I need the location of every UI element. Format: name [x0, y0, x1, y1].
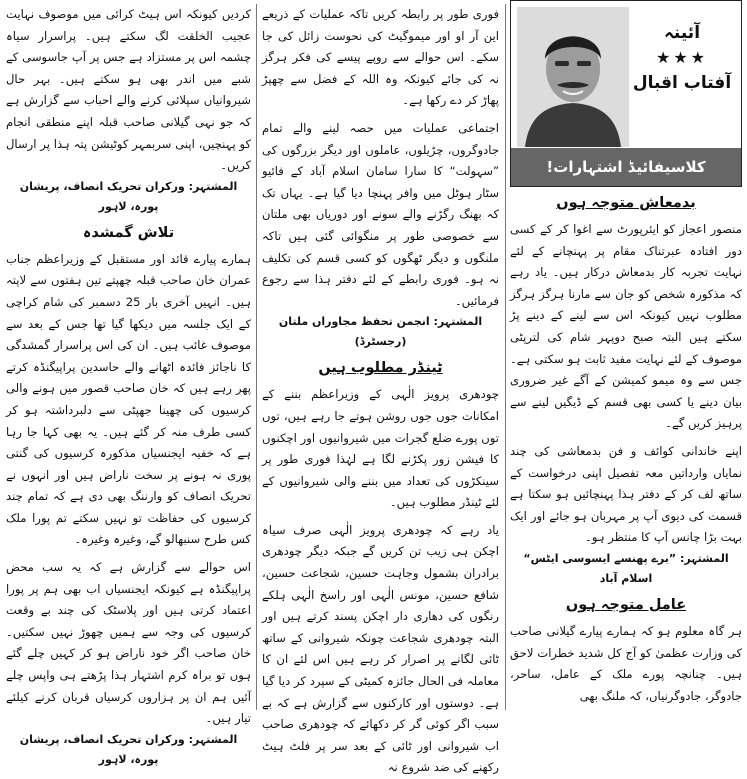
amil-text-continued: فوری طور پر رابطہ کریں تاکہ عملیات کے ذریعے این آر او اور میموگیٹ کی نحوست زائل کی جا سکے۔ اس حوالے سے روپے پیسے کی فکر ہرگز نہ کی جائے کیونکہ وہ اللہ کے فضل سے چھپڑ پھاڑ کر دے رکھا ہے۔ [262, 7, 499, 108]
author-photo [517, 7, 629, 147]
author-name: آفتاب اقبال [632, 73, 732, 93]
column-divider [256, 4, 257, 710]
column-middle [262, 4, 499, 779]
badmash-heading: بدمعاش متوجہ ہوں [556, 195, 696, 211]
classified-banner: کلاسیفائیڈ اشتہارات! [511, 148, 741, 186]
amil-heading: عامل متوجہ ہوں [565, 596, 687, 613]
column-left [6, 4, 251, 770]
amil-text: ہر گاہ معلوم ہو کہ ہمارے پیارے گیلانی صاحب کی وزارت عظمیٰ کو آج کل شدید خطرات لاحق ہیں۔ چنانچہ پورے ملک کے عامل، ساحر، جادوگر، جادوگرنیاں، کہ ملنگ بھی [510, 623, 742, 703]
tender-heading: ٹینڈر مطلوب ہیں [318, 360, 443, 377]
tender-text: چودھری پرویز الٰہی کے وزیراعظم بننے کے امکانات جوں جوں روشن ہوتے جا رہے ہیں، توں توں پورے ضلع گجرات میں شیروانیوں اور اچکنوں کا فیشن زور پکڑنے لگا ہے لہٰذا فوری طور پر سینکڑوں کی تعداد میں بننے والی شیروانیوں کے لئے ٹینڈر مطلوب ہیں۔ [262, 387, 499, 510]
amil-text-2: اجتماعی عملیات میں حصہ لینے والے تمام جادوگروں، چڑیلوں، عاملوں اور دیگر بزرگوں کی ”سہولت“ کا سارا سامان اسلام آباد کے فائیو سٹار ہوٹل میں وافر پہنچا دیا گیا ہے۔ یہاں تک کہ بھنگ رگڑنے والے سونے اور دوریاں بھی ملتان سے خصوصی طور پر منگوائی گئی ہیں تاکہ ملنگوں و دیگر ٹھگوں کو کسی قسم کی تکلیف نہ ہو۔ فوری رابطے کے لئے دفتر ہذا سے رجوع فرمائیں۔ [262, 120, 499, 308]
tender-text-2: یاد رہے کہ چودھری پرویز الٰہی صرف سیاہ اچکن ہی زیب تن کریں گے جبکہ دیگر چودھری برادران بشمول وجاہت حسین، شجاعت حسین، شافع حسین، مونس الٰہی اور راسخ الٰہی ہلکے رنگوں کی دھاری دار اچکن پسند کرتے ہیں اور البتہ چودھری شجاعت چونکہ شیروانی کے ساتھ ٹائی لگانے پر اصرار کر رہے ہیں اس لئے ان کا معاملہ فی الحال جائزہ کمیٹی کے سپرد کر دیا گیا ہے۔ دوستوں اور کارکنوں سے گزارش ہے کہ بے سبب اگر کوئی گر کر دکھائے کہ چودھری صاحب اب شیروانی اور ٹائی کے بعد سر پر فلٹ ہیٹ رکھنے کی ضد شروع نہ [262, 522, 499, 775]
stars-icon: ★★★ [655, 48, 709, 67]
missing-person-heading: تلاش گمشدہ [82, 224, 175, 241]
column-name: آئینہ [663, 23, 701, 43]
column-header-box [510, 0, 742, 187]
column-divider [505, 4, 506, 710]
tender-text-continued: کردیں کیونکہ اس ہیٹ کرائی میں موصوف نہایت عجیب الخلقت لگ سکتے ہیں۔ پراسرار سیاہ چشمہ اس پر مستزاد ہے جس پر آپ جاسوسی کے شبے میں اندر بھی ہو سکتے ہیں۔ بہر حال شیروانیاں سپلائی کرنے والے احباب سے گزارش ہے کہ جو نہی گیلانی صاحب قبلہ اپنے منطقی انجام کو پہنچیں، اپنی سربمہر کوٹیشن پتہ ہذا پر ارسال کریں۔ [6, 7, 251, 173]
column-title [629, 21, 735, 95]
missing-person-text-2: اس حوالے سے گزارش ہے کہ یہ سب محض پراپیگنڈہ ہے کیونکہ ایجنسیاں اب بھی ہم پر پورا اعتماد کرتی ہیں اور پلاسٹک کی چند بے وقعت کرسیوں کی وجہ سے ہمیں چھوڑ نہیں سکتیں۔ خان صاحب اگر خود ناراض ہو کر کہیں چلے گئے ہوں تو براہ کرم اشتہار ہذا پڑھتے ہی واپس چلے آئیں ہم ان پر ہزاروں کرسیاں قربان کرنے کیلئے تیار ہیں۔ [6, 560, 251, 726]
advertiser-signature: المشتہر: ”برے پھنسے ایسوسی ایٹس“ اسلام آباد [523, 551, 729, 585]
advertiser-signature: المشتہر: انجمن تحفظ مجاوراں ملتان (رجسٹرڈ) [278, 315, 483, 349]
advertiser-signature: المشتہر: ورکران تحریک انصاف، پریشان پورہ، لاہور [19, 732, 238, 766]
badmash-text-2: اپنے خاندانی کوائف و فن بدمعاشی کی چند نمایاں وارداتیں معہ تفصیل اپنی درخواست کے ساتھ لف کر کے دفتر ہذا پہنچائیں ہو سکتا ہے قسمت کی دیوی آپ پر مہربان ہو جائے اور ایک بہت بڑا چانس آپ کا منتظر ہو۔ [510, 443, 742, 545]
badmash-text: منصور اعجاز کو ایئرپورٹ سے اغوا کر کے کسی دور افتادہ عبرتناک مقام پر پہنچانے کے لئے نہایت تجربہ کار بدمعاش درکار ہیں۔ یاد رہے کہ مذکورہ شخص کو جان سے مارنا ہرگز ہرگز مطلوب نہیں کیونکہ اس سے لینے کے دینے پڑ سکتے ہیں البتہ صبح دوپہر شام کی لترپٹی موصوف کے لئے نہایت مفید ثابت ہو سکتی ہے۔ جس سے وہ میمو کمیشن کے آگے غیر ضروری بیان دینے یا کسی بھی قسم کے ڈیگیں لینے سے پرہیز کریں گے۔ [510, 222, 742, 431]
column-right [510, 0, 742, 707]
missing-person-text: ہمارے پیارے قائد اور مستقبل کے وزیراعظم جناب عمران خان صاحب قبلہ چھپتے تین ہفتوں سے لاپتہ ہیں۔ انہیں آخری بار 25 دسمبر کی شام کراچی کے ایک جلسہ میں دیکھا گیا تھا جس کے بعد سے موصوف غائب ہیں۔ ان کی اس پراسرار گمشدگی کا ناجائز فائدہ اٹھانے والے حاسدین پراپیگنڈہ کرتے پھر رہے ہیں کہ خان صاحب قصور میں ہونے والی کرسیوں کی چھینا جھپٹی سے دلبرداشتہ ہو کر کسی طرف منہ کر گئے ہیں۔ یہ بھی کہا جا رہا ہے کہ خفیہ ایجنسیاں مذکورہ کرسیوں کی گنتی پوری نہ ہونے پر سخت ناراض ہیں اور انہوں نے تحریک انصاف کو وارننگ بھی دی ہے کہ تمام چند کرسیوں کی حفاظت تو نہیں سکتے تم پورا ملک کس طرح سنبھالو گے، وغیرہ وغیرہ۔ [6, 251, 251, 547]
advertiser-signature: المشتہر: ورکران تحریک انصاف، پریشان پورہ، لاہور [19, 179, 238, 213]
